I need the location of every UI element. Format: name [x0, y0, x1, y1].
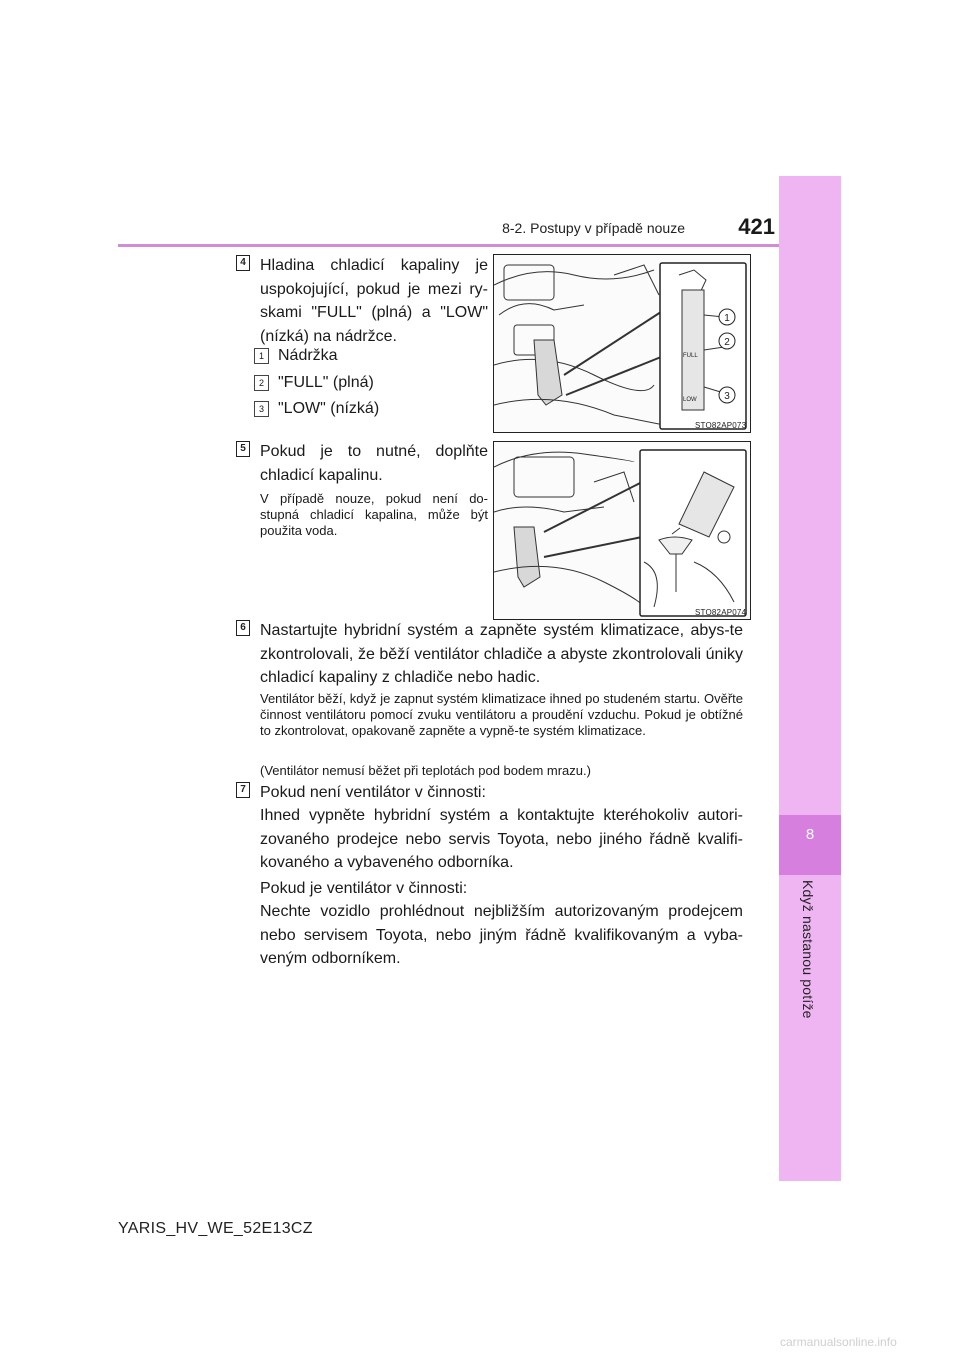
legend-item-3 — [254, 399, 379, 419]
chapter-number-box — [779, 815, 841, 875]
step-badge-7: 7 — [236, 782, 250, 798]
legend-num-3: 3 — [254, 401, 269, 417]
step-7-text-on: Nechte vozidlo prohlédnout nejbližším autorizovaným prodejcem nebo servisem Toyota, nebo jiným řádně kvalifikovaným a vyba-veným odborníkem. — [260, 903, 743, 967]
step-6-text: Nastartujte hybridní systém a zapněte systém klimatizace, abys-te zkontrolovali, že běží ventilátor chladiče a abyste zkontrolovali úniky chladicí kapaliny z chladiče nebo hadic. — [260, 622, 743, 686]
watermark: carmanualsonline.info — [780, 1335, 897, 1349]
step-5-text: Pokud je to nutné, doplňte chladicí kapalinu. — [260, 443, 488, 484]
step-badge-6: 6 — [236, 620, 250, 636]
step-badge-5: 5 — [236, 441, 250, 457]
legend-num-1: 1 — [254, 348, 269, 364]
legend-item-1 — [254, 346, 338, 366]
callout-1: 1 — [724, 313, 730, 324]
document-code: YARIS_HV_WE_52E13CZ — [118, 1220, 313, 1237]
callout-2: 2 — [724, 337, 730, 348]
step-4-text: Hladina chladicí kapaliny je uspokojující, pokud je mezi ry-skami "FULL" (plná) a "LOW" (nízká) na nádržce. — [260, 257, 488, 345]
figure-2-code: STO82AP074 — [695, 608, 747, 617]
legend-label-3: "LOW" (nízká) — [278, 400, 380, 417]
page-number: 421 — [738, 214, 775, 239]
figure-1-code: STO82AP073 — [695, 421, 747, 430]
step-6-note-frost: (Ventilátor nemusí běžet při teplotách pod bodem mrazu.) — [260, 763, 591, 778]
legend-label-1: Nádržka — [278, 347, 338, 364]
callout-3: 3 — [724, 391, 730, 402]
step-5-note: V případě nouze, pokud není do-stupná chladicí kapalina, může být použita voda. — [260, 491, 488, 538]
full-mark-label: FULL — [683, 353, 698, 359]
chapter-label: Když nastanou potíže — [800, 880, 816, 1019]
step-7-condition-off: Pokud není ventilátor v činnosti: — [260, 784, 486, 801]
step-7-condition-on: Pokud je ventilátor v činnosti: — [260, 880, 468, 897]
legend-num-2: 2 — [254, 375, 269, 391]
legend-label-2: "FULL" (plná) — [278, 374, 374, 391]
add-coolant-illustration — [494, 442, 750, 619]
coolant-reservoir-illustration — [494, 255, 750, 432]
step-6-note: Ventilátor běží, když je zapnut systém klimatizace ihned po studeném startu. Ověřte činnost ventilátoru pomocí zvuku ventilátoru a proudění vzduchu. Pokud je obtížné to zkontrolovat, opakovaně zapněte a vypně-te systém klimatizace. — [260, 691, 743, 738]
section-title: 8-2. Postupy v případě nouze — [502, 220, 685, 236]
chapter-number: 8 — [805, 826, 815, 843]
figure-add-coolant — [493, 441, 751, 620]
step-badge-4: 4 — [236, 255, 250, 271]
legend-item-2 — [254, 373, 374, 393]
figure-coolant-reservoir — [493, 254, 751, 433]
step-7-text-off: Ihned vypněte hybridní systém a kontaktujte kteréhokoliv autori-zovaného prodejce nebo servis Toyota, nebo jiného řádně kvalifi-kovaného a vybaveného odborníka. — [260, 807, 743, 871]
low-mark-label: LOW — [683, 397, 697, 403]
header-rule — [118, 244, 779, 247]
chapter-side-tab — [779, 176, 841, 1181]
